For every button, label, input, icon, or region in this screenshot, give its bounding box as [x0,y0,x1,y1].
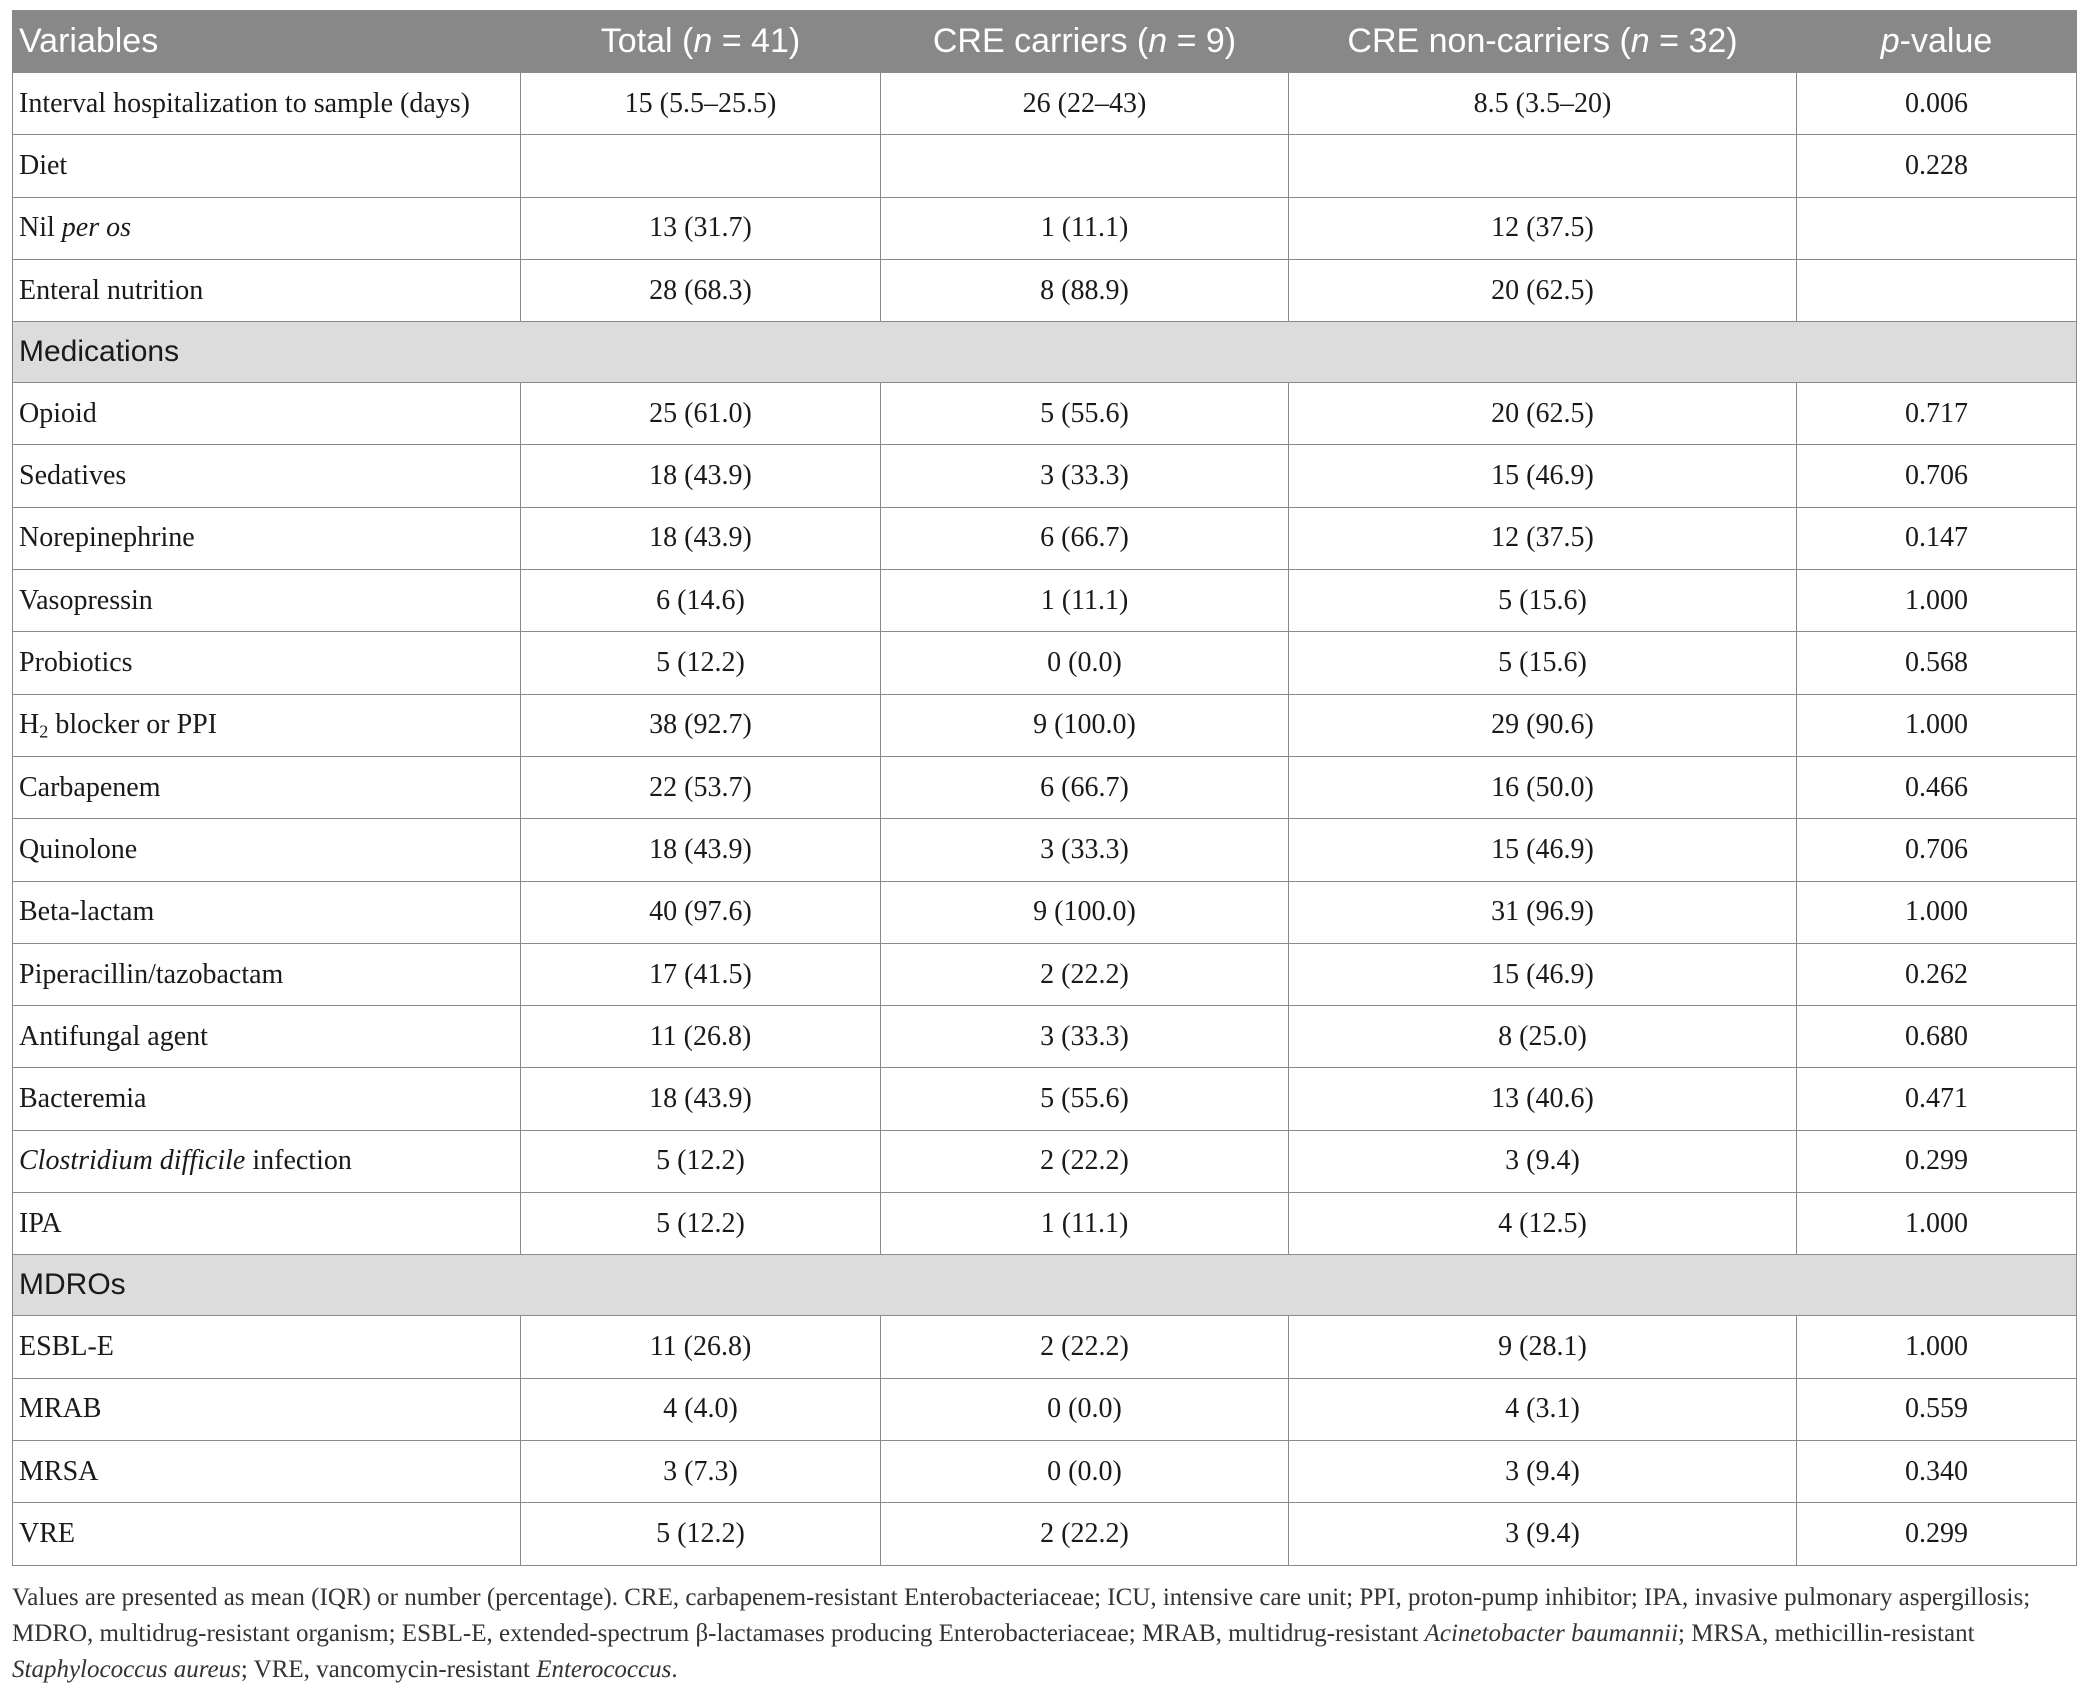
row-label: Sedatives [13,445,521,507]
cell-carriers: 3 (33.3) [881,819,1289,881]
cell-noncarriers: 8.5 (3.5–20) [1289,73,1797,135]
cell-pvalue: 1.000 [1797,1193,2077,1255]
cell-total: 22 (53.7) [521,756,881,818]
cell-noncarriers: 4 (3.1) [1289,1378,1797,1440]
cell-total: 5 (12.2) [521,1503,881,1565]
cell-noncarriers: 3 (9.4) [1289,1503,1797,1565]
cell-pvalue: 0.147 [1797,507,2077,569]
row-label: VRE [13,1503,521,1565]
row-label-sub: 2 [39,721,49,742]
cell-pvalue: 0.262 [1797,943,2077,1005]
cell-carriers: 1 (11.1) [881,1193,1289,1255]
cell-pvalue: 0.559 [1797,1378,2077,1440]
cell-total: 18 (43.9) [521,819,881,881]
cell-pvalue: 1.000 [1797,1316,2077,1378]
cell-noncarriers: 15 (46.9) [1289,819,1797,881]
cell-carriers: 5 (55.6) [881,1068,1289,1130]
cell-pvalue [1797,197,2077,259]
cell-noncarriers: 4 (12.5) [1289,1193,1797,1255]
header-noncarriers-n: n [1630,22,1650,60]
cell-pvalue: 0.228 [1797,135,2077,197]
row-label: Probiotics [13,632,521,694]
cell-carriers: 6 (66.7) [881,507,1289,569]
cell-total: 4 (4.0) [521,1378,881,1440]
section-label: Medications [13,322,2077,383]
row-label: Opioid [13,383,521,445]
cell-total: 38 (92.7) [521,694,881,756]
row-label-post: blocker or PPI [48,708,218,740]
table-row [13,756,2077,818]
header-total-post: = 41) [712,22,801,60]
cell-carriers: 8 (88.9) [881,259,1289,321]
cell-pvalue [1797,259,2077,321]
row-label: Beta-lactam [13,881,521,943]
cell-carriers: 5 (55.6) [881,383,1289,445]
table-row [13,1440,2077,1502]
cell-total: 5 (12.2) [521,1130,881,1192]
footnote-part2: ; MRSA, methicillin-resistant [1678,1619,1975,1647]
header-noncarriers [1289,11,1797,73]
table-row [13,1006,2077,1068]
row-label: Carbapenem [13,756,521,818]
row-label: Norepinephrine [13,507,521,569]
table-row [13,819,2077,881]
footnote-italic-enterococcus: Enterococcus [536,1655,672,1683]
header-row [13,11,2077,73]
cell-carriers: 9 (100.0) [881,881,1289,943]
cell-carriers: 1 (11.1) [881,197,1289,259]
cell-noncarriers: 15 (46.9) [1289,445,1797,507]
cell-total: 5 (12.2) [521,1193,881,1255]
header-carriers-n: n [1148,22,1168,60]
cell-carriers: 0 (0.0) [881,1440,1289,1502]
row-label [13,1130,521,1192]
header-p-italic: p [1880,22,1900,60]
footnote-italic-staphylococcus: Staphylococcus aureus [12,1655,241,1683]
cell-carriers [881,135,1289,197]
footnote-part4: . [671,1655,678,1683]
row-label: Piperacillin/tazobactam [13,943,521,1005]
cell-total: 13 (31.7) [521,197,881,259]
cell-pvalue: 0.706 [1797,445,2077,507]
cell-pvalue: 0.299 [1797,1503,2077,1565]
cell-total: 5 (12.2) [521,632,881,694]
cell-carriers: 6 (66.7) [881,756,1289,818]
table-row [13,197,2077,259]
cell-total: 11 (26.8) [521,1316,881,1378]
cell-pvalue: 0.717 [1797,383,2077,445]
row-label-pre: Nil [19,212,62,244]
cell-total: 6 (14.6) [521,570,881,632]
cell-total: 15 (5.5–25.5) [521,73,881,135]
cell-noncarriers: 8 (25.0) [1289,1006,1797,1068]
cell-carriers: 3 (33.3) [881,1006,1289,1068]
cell-noncarriers: 12 (37.5) [1289,197,1797,259]
cell-noncarriers: 13 (40.6) [1289,1068,1797,1130]
section-label: MDROs [13,1255,2077,1316]
table-row [13,881,2077,943]
footnote-part1: Values are presented as mean (IQR) or number (percentage). CRE, carbapenem-resistant Enterobacteriaceae; ICU, intensive care unit; PPI, proton-pump inhibitor; IPA, invasive pulmonary aspergillosis; MDRO, multidrug-resistant organism; ESBL-E, extended-spectrum β-lactamases producing Enterobacteriaceae; MRAB, multidrug-resistant [12,1583,2031,1647]
header-p-rest: -value [1899,22,1993,60]
table-row [13,1193,2077,1255]
cell-pvalue: 0.006 [1797,73,2077,135]
cell-pvalue: 0.706 [1797,819,2077,881]
cell-noncarriers: 20 (62.5) [1289,259,1797,321]
cell-carriers: 26 (22–43) [881,73,1289,135]
table-row [13,570,2077,632]
header-carriers-pre: CRE carriers ( [932,22,1149,60]
cell-total: 18 (43.9) [521,445,881,507]
cell-noncarriers: 16 (50.0) [1289,756,1797,818]
cell-total: 3 (7.3) [521,1440,881,1502]
table-row [13,1503,2077,1565]
footnote-part3: ; VRE, vancomycin-resistant [240,1655,537,1683]
cell-noncarriers: 3 (9.4) [1289,1130,1797,1192]
cell-pvalue: 0.340 [1797,1440,2077,1502]
header-total [521,11,881,73]
cell-noncarriers: 15 (46.9) [1289,943,1797,1005]
document [12,10,2076,1688]
cell-noncarriers: 29 (90.6) [1289,694,1797,756]
cell-total: 18 (43.9) [521,507,881,569]
row-label-pre: H [19,708,40,740]
row-label-italic: Clostridium difficile [19,1145,246,1177]
cell-carriers: 0 (0.0) [881,1378,1289,1440]
table-row [13,943,2077,1005]
header-total-pre: Total ( [600,22,694,60]
cell-noncarriers: 5 (15.6) [1289,570,1797,632]
cell-pvalue: 1.000 [1797,694,2077,756]
cell-total: 28 (68.3) [521,259,881,321]
header-pvalue [1797,11,2077,73]
cell-pvalue: 0.299 [1797,1130,2077,1192]
row-label: Enteral nutrition [13,259,521,321]
table-row [13,1316,2077,1378]
cell-pvalue: 0.466 [1797,756,2077,818]
cell-pvalue: 0.680 [1797,1006,2077,1068]
section-row-medications [13,322,2077,383]
cell-carriers: 9 (100.0) [881,694,1289,756]
row-label: MRAB [13,1378,521,1440]
data-table [12,10,2077,1566]
cell-total: 11 (26.8) [521,1006,881,1068]
header-variables: Variables [13,11,521,73]
cell-noncarriers: 31 (96.9) [1289,881,1797,943]
footnote-italic-acinetobacter: Acinetobacter baumannii [1424,1619,1679,1647]
cell-total: 40 (97.6) [521,881,881,943]
cell-carriers: 2 (22.2) [881,943,1289,1005]
cell-noncarriers: 5 (15.6) [1289,632,1797,694]
cell-carriers: 3 (33.3) [881,445,1289,507]
table-row [13,135,2077,197]
table-row [13,1068,2077,1130]
cell-noncarriers: 3 (9.4) [1289,1440,1797,1502]
cell-noncarriers: 9 (28.1) [1289,1316,1797,1378]
header-carriers-post: = 9) [1167,22,1237,60]
row-label: Diet [13,135,521,197]
cell-total [521,135,881,197]
cell-pvalue: 0.568 [1797,632,2077,694]
row-label: IPA [13,1193,521,1255]
cell-total: 18 (43.9) [521,1068,881,1130]
row-label-italic: per os [61,212,132,244]
table-row [13,259,2077,321]
cell-total: 25 (61.0) [521,383,881,445]
table-row [13,1130,2077,1192]
header-noncarriers-post: = 32) [1649,22,1738,60]
row-label: Bacteremia [13,1068,521,1130]
row-label: MRSA [13,1440,521,1502]
cell-carriers: 2 (22.2) [881,1316,1289,1378]
table-row [13,383,2077,445]
row-label [13,197,521,259]
cell-carriers: 2 (22.2) [881,1130,1289,1192]
table-row [13,445,2077,507]
row-label: Antifungal agent [13,1006,521,1068]
table-row [13,1378,2077,1440]
row-label: Interval hospitalization to sample (days) [13,73,521,135]
table-row [13,632,2077,694]
cell-total: 17 (41.5) [521,943,881,1005]
table-row [13,694,2077,756]
row-label: ESBL-E [13,1316,521,1378]
header-total-n: n [693,22,713,60]
cell-noncarriers: 12 (37.5) [1289,507,1797,569]
row-label-post: infection [245,1145,352,1177]
table-footnote [12,1580,2076,1688]
table-row [13,507,2077,569]
table-row [13,73,2077,135]
cell-carriers: 0 (0.0) [881,632,1289,694]
row-label: Vasopressin [13,570,521,632]
cell-pvalue: 1.000 [1797,570,2077,632]
cell-noncarriers: 20 (62.5) [1289,383,1797,445]
cell-pvalue: 0.471 [1797,1068,2077,1130]
cell-noncarriers [1289,135,1797,197]
header-noncarriers-pre: CRE non-carriers ( [1347,22,1631,60]
cell-carriers: 2 (22.2) [881,1503,1289,1565]
cell-pvalue: 1.000 [1797,881,2077,943]
header-carriers [881,11,1289,73]
row-label: Quinolone [13,819,521,881]
section-row-mdros [13,1255,2077,1316]
row-label [13,694,521,756]
cell-carriers: 1 (11.1) [881,570,1289,632]
